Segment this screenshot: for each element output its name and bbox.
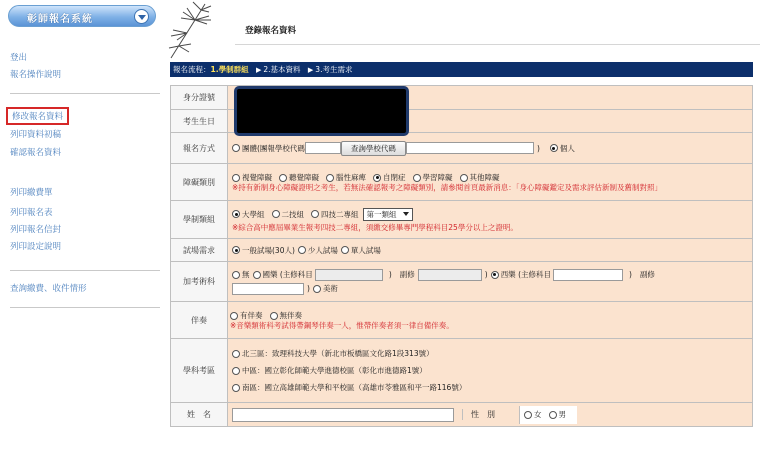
name-gender-field xyxy=(228,403,753,427)
signup-instructions-link[interactable]: 報名操作說明 xyxy=(10,70,62,80)
small-room-radio[interactable] xyxy=(298,246,306,254)
system-title: 彰師報名系統 xyxy=(27,14,93,25)
step-arrow-icon: ▶ xyxy=(255,66,262,74)
with-accompanist-label: 有伴奏 xyxy=(240,311,263,320)
four-year-tech-radio[interactable] xyxy=(311,210,319,218)
learning-disability-label: 學習障礙 xyxy=(422,173,453,182)
art-label: 美術 xyxy=(322,284,338,293)
chinese-music-label: 國樂 (主修科目 xyxy=(262,270,313,279)
cerebral-palsy-label: 腦性麻痺 xyxy=(336,173,366,182)
general-room-radio[interactable] xyxy=(232,246,240,254)
chevron-down-icon xyxy=(403,212,409,216)
western-minor-label: 副修 xyxy=(639,270,655,279)
disability-note: ※持有新制身心障礙證明之考生，若無法確認報考之障礙類別，請參閱首頁最新消息：「身心障礙鑑定及需求評估新制及舊制對照」 xyxy=(232,183,663,192)
step-requirements: 3.考生需求 xyxy=(315,65,353,74)
site-north-radio[interactable] xyxy=(232,350,240,358)
confirm-signup-link[interactable]: 確認報名資料 xyxy=(10,148,62,158)
logout-link[interactable]: 登出 xyxy=(10,53,28,63)
chinese-music-radio[interactable] xyxy=(253,271,261,279)
disability-category-field xyxy=(228,164,753,201)
redacted-personal-info xyxy=(234,86,409,136)
page-title: 登錄報名資料 xyxy=(245,26,297,36)
print-form-link[interactable]: 列印報名表 xyxy=(10,208,53,218)
exam-site-field xyxy=(228,339,753,403)
name-input[interactable] xyxy=(232,408,454,422)
without-accompanist-radio[interactable] xyxy=(270,312,278,320)
program-group-label: 學制類組 xyxy=(171,201,228,239)
signup-form-table xyxy=(170,85,753,427)
chinese-major-input[interactable] xyxy=(315,269,383,281)
id-number-label: 身分證號 xyxy=(171,86,228,110)
site-central-radio[interactable] xyxy=(232,367,240,375)
group-close-paren: ) xyxy=(536,143,540,153)
sidebar-divider xyxy=(10,93,160,94)
single-room-label: 單人試場 xyxy=(350,245,381,255)
general-room-label: 一般試場(30人) xyxy=(242,245,295,255)
hearing-impairment-radio[interactable] xyxy=(279,174,287,182)
art-radio[interactable] xyxy=(313,285,321,293)
two-year-tech-label: 二技組 xyxy=(281,209,304,219)
school-name-input[interactable] xyxy=(406,142,534,154)
group-signup-radio[interactable] xyxy=(232,144,240,152)
gender-female-radio[interactable] xyxy=(524,411,532,419)
western-music-label: 西樂 (主修科目 xyxy=(500,270,551,279)
edit-signup-data-link[interactable]: 修改報名資料 xyxy=(6,107,69,125)
exam-room-field xyxy=(228,239,753,262)
four-year-tech-label: 四技二專組 xyxy=(321,209,359,219)
hearing-impairment-label: 聽覺障礙 xyxy=(289,173,319,182)
site-south-radio[interactable] xyxy=(232,384,240,392)
extra-subject-label: 加考術科 xyxy=(171,262,228,302)
without-accompanist-label: 無伴奏 xyxy=(279,311,302,320)
autism-label: 自閉症 xyxy=(383,173,406,182)
gender-label: 性 別 xyxy=(462,409,519,420)
chinese-minor-input[interactable] xyxy=(418,269,482,281)
autism-radio[interactable] xyxy=(373,174,381,182)
individual-signup-radio[interactable] xyxy=(550,144,558,152)
pine-branch-icon xyxy=(165,0,229,60)
signup-method-label: 報名方式 xyxy=(171,133,228,164)
university-group-label: 大學組 xyxy=(242,209,265,219)
sidebar-divider xyxy=(10,307,160,308)
site-south-label: 南區：國立高雄師範大學和平校區（高雄市苓雅區和平一路116號） xyxy=(242,383,467,392)
accompanist-field xyxy=(228,302,753,339)
other-disability-radio[interactable] xyxy=(460,174,468,182)
school-code-input[interactable] xyxy=(305,142,341,154)
system-menu-header[interactable] xyxy=(8,5,156,27)
gender-female-label: 女 xyxy=(534,410,542,419)
accompanist-label: 伴奏 xyxy=(171,302,228,339)
small-room-label: 少人試場 xyxy=(307,245,338,255)
step-current: 1.學制群組 xyxy=(210,65,249,74)
lookup-school-code-button[interactable]: 查詢學校代碼 xyxy=(341,141,406,156)
program-category-value: 第一類組 xyxy=(366,209,397,219)
accompanist-note: ※音樂類術科考試得帶鋼琴伴奏一人，惟帶伴奏者須一律自備伴奏。 xyxy=(230,321,454,330)
program-group-field xyxy=(228,201,753,239)
program-note: ※綜合高中應屆畢業生報考四技二專組，須繳交修畢專門學程科目25學分以上之證明。 xyxy=(232,222,518,232)
step-basic-info: 2.基本資料 xyxy=(263,65,301,74)
header xyxy=(165,0,760,60)
site-north-label: 北三區：致理科技大學（新北市板橋區文化路1段313號） xyxy=(242,349,434,358)
visual-impairment-label: 視覺障礙 xyxy=(242,173,272,182)
exam-site-label: 學科考區 xyxy=(171,339,228,403)
group-signup-label: 團體(團報學校代碼 xyxy=(242,143,305,153)
print-draft-link[interactable]: 列印資料初稿 xyxy=(10,130,62,140)
disability-category-label: 障礙類別 xyxy=(171,164,228,201)
extra-none-label: 無 xyxy=(242,270,250,279)
birthday-label: 考生生日 xyxy=(171,110,228,133)
gender-male-radio[interactable] xyxy=(549,411,557,419)
print-payment-slip-link[interactable]: 列印繳費單 xyxy=(10,188,53,198)
two-year-tech-radio[interactable] xyxy=(272,210,280,218)
step-arrow-icon: ▶ xyxy=(307,66,314,74)
single-room-radio[interactable] xyxy=(341,246,349,254)
western-music-radio[interactable] xyxy=(491,271,499,279)
learning-disability-radio[interactable] xyxy=(413,174,421,182)
signup-method-field xyxy=(228,133,753,164)
cerebral-palsy-radio[interactable] xyxy=(326,174,334,182)
chinese-minor-label: 副修 xyxy=(399,270,415,279)
gender-male-label: 男 xyxy=(558,410,566,419)
visual-impairment-radio[interactable] xyxy=(232,174,240,182)
header-divider xyxy=(235,44,760,45)
signup-steps-bar xyxy=(170,62,753,77)
university-group-radio[interactable] xyxy=(232,210,240,218)
chevron-down-icon[interactable] xyxy=(134,9,149,24)
site-central-label: 中區：國立彰化師範大學進德校區（彰化市進德路1號） xyxy=(242,366,427,375)
other-disability-label: 其他障礙 xyxy=(469,173,500,182)
sidebar xyxy=(0,0,165,453)
extra-subject-field: 無 國樂 (主修科目 ) 副修 ) 西樂 (主修科目 ) 副修 ) 美術 xyxy=(228,262,753,302)
name-label: 姓 名 xyxy=(171,403,228,427)
exam-room-label: 試場需求 xyxy=(171,239,228,262)
with-accompanist-radio[interactable] xyxy=(230,312,238,320)
print-settings-link[interactable]: 列印設定說明 xyxy=(10,242,62,252)
sidebar-divider xyxy=(10,270,160,271)
steps-prefix: 報名流程： xyxy=(173,65,211,74)
western-minor-input[interactable] xyxy=(232,283,304,295)
query-payment-status-link[interactable]: 查詢繳費、收件情形 xyxy=(10,284,87,294)
western-major-input[interactable] xyxy=(553,269,623,281)
individual-signup-label: 個人 xyxy=(559,143,575,153)
print-envelope-link[interactable]: 列印報名信封 xyxy=(10,225,62,235)
program-category-select[interactable] xyxy=(363,208,413,221)
extra-none-radio[interactable] xyxy=(232,271,240,279)
